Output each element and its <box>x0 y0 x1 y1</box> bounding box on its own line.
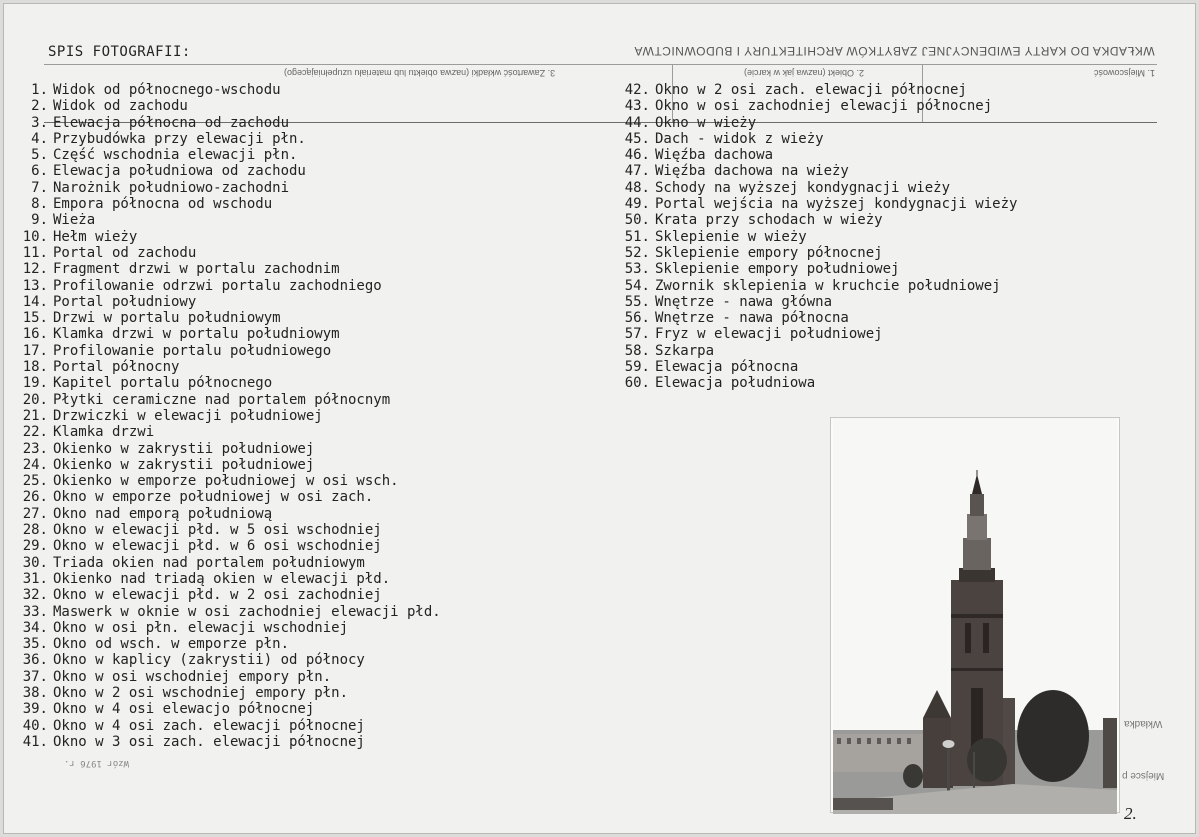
photo-item-description: Fragment drzwi w portalu zachodnim <box>53 261 340 278</box>
photo-item-description: Okno w 2 osi wschodniej empory płn. <box>53 684 349 701</box>
photo-item-description: Okno w osi płn. elewacji wschodniej <box>53 619 349 636</box>
photo-list-item <box>22 245 441 261</box>
photo-item-number: 17. <box>22 342 48 359</box>
photo-item-number: 37. <box>22 668 48 685</box>
photo-list-item <box>22 571 441 587</box>
photo-item-number: 36. <box>22 652 48 669</box>
photo-item-description: Empora północna od wschodu <box>53 196 273 213</box>
photo-list-item <box>22 82 441 98</box>
photo-list-item <box>616 294 1017 310</box>
photo-list-item <box>22 538 441 554</box>
photo-list-item <box>22 147 441 163</box>
photo-list-item <box>22 604 441 620</box>
photo-item-description: Wnętrze - nawa północna <box>655 310 849 327</box>
photo-item-description: Fryz w elewacji południowej <box>655 326 883 343</box>
photo-item-number: 27. <box>22 505 48 522</box>
photo-item-description: Triada okien nad portalem południowym <box>53 554 365 571</box>
photo-item-description: Sklepienie empory północnej <box>655 244 883 261</box>
photo-item-description: Elewacja północna <box>655 359 799 376</box>
photo-item-description: Płytki ceramiczne nad portalem północnym <box>53 391 391 408</box>
photo-item-description: Okno w elewacji płd. w 2 osi zachodniej <box>53 587 382 604</box>
photo-list-item <box>22 294 441 310</box>
photo-item-number: 14. <box>22 293 48 310</box>
photo-item-description: Elewacja północna od zachodu <box>53 114 290 131</box>
photo-item-description: Więźba dachowa <box>655 147 774 164</box>
photo-item-number: 43. <box>624 98 650 115</box>
photo-list-item <box>22 636 441 652</box>
photo-list-item <box>616 115 1017 131</box>
photo-item-number: 5. <box>31 147 48 164</box>
photo-item-description: Elewacja południowa <box>655 375 816 392</box>
photo-item-number: 22. <box>22 424 48 441</box>
photo-list-item <box>616 245 1017 261</box>
photo-item-number: 50. <box>624 212 650 229</box>
photo-list-item <box>616 326 1017 342</box>
photo-item-number: 8. <box>31 196 48 213</box>
photo-item-number: 12. <box>22 261 48 278</box>
photo-list-item <box>22 180 441 196</box>
photo-list-item <box>22 212 441 228</box>
photo-item-number: 19. <box>22 375 48 392</box>
photo-item-description: Więźba dachowa na wieży <box>655 163 849 180</box>
photo-item-number: 21. <box>22 407 48 424</box>
photo-list-item <box>22 441 441 457</box>
photo-list-item <box>22 701 441 717</box>
photo-list-item <box>22 326 441 342</box>
photo-item-description: Okno w elewacji płd. w 6 osi wschodniej <box>53 538 382 555</box>
photo-item-number: 49. <box>624 196 650 213</box>
photo-list-item <box>22 473 441 489</box>
photo-item-description: Elewacja południowa od zachodu <box>53 163 306 180</box>
photo-list-item <box>22 359 441 375</box>
photo-item-description: Okno w emporze południowej w osi zach. <box>53 489 374 506</box>
photo-item-description: Klamka drzwi w portalu południowym <box>53 326 340 343</box>
photo-item-number: 16. <box>22 326 48 343</box>
photo-item-description: Okienko nad triadą okien w elewacji płd. <box>53 570 391 587</box>
photo-item-number: 39. <box>22 701 48 718</box>
photo-item-description: Wnętrze - nawa główna <box>655 293 833 310</box>
photo-item-number: 32. <box>22 587 48 604</box>
photo-item-description: Portal od zachodu <box>53 244 197 261</box>
photo-item-description: Okno od wsch. w emporze płn. <box>53 636 290 653</box>
photo-item-number: 42. <box>624 82 650 98</box>
photo-item-description: Wieża <box>53 212 96 229</box>
photo-item-description: Kapitel portalu północnego <box>53 375 273 392</box>
photo-item-description: Okno w osi zachodniej elewacji północnej <box>655 98 993 115</box>
photo-item-description: Przybudówka przy elewacji płn. <box>53 130 306 147</box>
photo-list-item <box>616 359 1017 375</box>
photo-item-description: Sklepienie empory południowej <box>655 261 900 278</box>
field-label-place: 1. Miejscowość <box>1094 68 1156 78</box>
photo-list-item <box>22 163 441 179</box>
document-sheet <box>3 3 1196 834</box>
photo-list-item <box>616 375 1017 391</box>
photo-item-number: 6. <box>31 163 48 180</box>
photo-item-description: Okno nad emporą południową <box>53 505 273 522</box>
photo-list-item <box>22 424 441 440</box>
photo-item-number: 24. <box>22 456 48 473</box>
photo-item-description: Okno w kaplicy (zakrystii) od północy <box>53 652 365 669</box>
church-tower-photo <box>830 417 1120 813</box>
photo-list-item <box>616 229 1017 245</box>
photo-item-number: 31. <box>22 570 48 587</box>
photo-item-number: 44. <box>624 114 650 131</box>
photo-item-number: 41. <box>22 733 48 750</box>
photo-item-number: 1. <box>31 82 48 98</box>
photo-list-item <box>22 652 441 668</box>
photo-item-description: Profilowanie portalu południowego <box>53 342 332 359</box>
form-template-mark: Wzór 1976 r. <box>64 758 130 768</box>
photo-list-item <box>22 587 441 603</box>
photo-item-description: Widok od zachodu <box>53 98 188 115</box>
photo-item-description: Okno w osi wschodniej empory płn. <box>53 668 332 685</box>
photo-item-number: 18. <box>22 359 48 376</box>
field-label-object: 2. Obiekt (nazwa jak w karcie) <box>744 68 865 78</box>
photo-list-item <box>22 131 441 147</box>
photo-item-description: Narożnik południowo-zachodni <box>53 179 290 196</box>
photo-item-description: Część wschodnia elewacji płn. <box>53 147 298 164</box>
photo-item-description: Schody na wyższej kondygnacji wieży <box>655 179 951 196</box>
photo-list-item <box>22 310 441 326</box>
photo-item-number: 23. <box>22 440 48 457</box>
photo-list-item <box>616 98 1017 114</box>
photo-item-description: Okno w wieży <box>655 114 757 131</box>
photo-list-item <box>616 163 1017 179</box>
photo-item-number: 40. <box>22 717 48 734</box>
photo-list-item <box>616 82 1017 98</box>
photo-item-description: Okno w 2 osi zach. elewacji północnej <box>655 82 967 98</box>
photo-list-item <box>616 131 1017 147</box>
photo-item-description: Portal wejścia na wyższej kondygnacji wieży <box>655 196 1018 213</box>
photo-item-number: 53. <box>624 261 650 278</box>
photo-item-number: 13. <box>22 277 48 294</box>
photo-item-number: 54. <box>624 277 650 294</box>
photo-list-left <box>22 82 441 750</box>
photo-item-number: 29. <box>22 538 48 555</box>
photo-item-number: 10. <box>22 228 48 245</box>
photo-list-item <box>616 261 1017 277</box>
photo-list-item <box>22 392 441 408</box>
photo-item-description: Klamka drzwi <box>53 424 155 441</box>
photo-item-number: 7. <box>31 179 48 196</box>
photo-list-item <box>22 196 441 212</box>
photo-item-description: Okienko w zakrystii południowej <box>53 456 315 473</box>
photo-list-item <box>22 734 441 750</box>
side-label-place: Miejsce p <box>1122 770 1165 781</box>
photo-list-item <box>616 196 1017 212</box>
photo-item-description: Sklepienie w wieży <box>655 228 807 245</box>
photo-list-item <box>22 506 441 522</box>
photo-item-number: 33. <box>22 603 48 620</box>
photo-item-description: Okno w 4 osi elewacjo północnej <box>53 701 315 718</box>
photo-item-description: Okno w 4 osi zach. elewacji północnej <box>53 717 365 734</box>
photo-list-item <box>22 489 441 505</box>
photo-list-item <box>616 212 1017 228</box>
photo-item-number: 58. <box>624 342 650 359</box>
document-title: SPIS FOTOGRAFII: <box>48 44 191 60</box>
photo-list-item <box>616 278 1017 294</box>
photo-list-item <box>22 457 441 473</box>
photo-item-number: 48. <box>624 179 650 196</box>
photo-list-item <box>22 261 441 277</box>
photo-list-item <box>616 310 1017 326</box>
photo-item-number: 45. <box>624 130 650 147</box>
photo-list-item <box>22 229 441 245</box>
photo-item-number: 56. <box>624 310 650 327</box>
form-header: WKŁADKA DO KARTY EWIDENCYJNEJ ZABYTKÓW ARCHITEKTURY I BUDOWNICTWA <box>634 44 1155 58</box>
photo-item-description: Widok od północnego-wschodu <box>53 82 281 98</box>
photo-item-description: Krata przy schodach w wieży <box>655 212 883 229</box>
church-tower-image <box>833 418 1117 814</box>
photo-item-number: 9. <box>31 212 48 229</box>
photo-item-description: Okienko w zakrystii południowej <box>53 440 315 457</box>
header-rule <box>44 64 1157 65</box>
photo-item-number: 55. <box>624 293 650 310</box>
photo-item-number: 28. <box>22 522 48 539</box>
photo-list-item <box>22 343 441 359</box>
photo-item-description: Hełm wieży <box>53 228 138 245</box>
photo-item-description: Zwornik sklepienia w kruchcie południowej <box>655 277 1001 294</box>
photo-list-item <box>22 555 441 571</box>
photo-list-item <box>22 718 441 734</box>
photo-list-item <box>22 408 441 424</box>
photo-item-number: 15. <box>22 310 48 327</box>
photo-item-number: 60. <box>624 375 650 392</box>
photo-item-number: 46. <box>624 147 650 164</box>
side-label-insert: Wkładka <box>1124 718 1163 729</box>
photo-item-description: Okno w 3 osi zach. elewacji północnej <box>53 733 365 750</box>
photo-item-number: 11. <box>22 244 48 261</box>
photo-item-number: 52. <box>624 244 650 261</box>
photo-list-item <box>616 147 1017 163</box>
photo-item-description: Portal południowy <box>53 293 197 310</box>
photo-list-item <box>22 620 441 636</box>
photo-list-item <box>22 375 441 391</box>
photo-item-number: 2. <box>31 98 48 115</box>
photo-item-description: Portal północny <box>53 359 180 376</box>
photo-number: 2. <box>1124 804 1137 823</box>
photo-list-item <box>22 115 441 131</box>
photo-item-number: 26. <box>22 489 48 506</box>
photo-item-number: 3. <box>31 114 48 131</box>
photo-list-right <box>616 82 1017 392</box>
photo-item-description: Szkarpa <box>655 342 715 359</box>
photo-item-description: Drzwiczki w elewacji południowej <box>53 407 323 424</box>
photo-item-number: 47. <box>624 163 650 180</box>
photo-list-item <box>22 522 441 538</box>
photo-item-description: Okno w elewacji płd. w 5 osi wschodniej <box>53 522 382 539</box>
photo-item-description: Profilowanie odrzwi portalu zachodniego <box>53 277 382 294</box>
photo-item-description: Drzwi w portalu południowym <box>53 310 281 327</box>
photo-list-item <box>616 343 1017 359</box>
photo-item-number: 51. <box>624 228 650 245</box>
photo-item-number: 35. <box>22 636 48 653</box>
field-label-contents: 3. Zawartość wkładki (nazwa obiektu lub materiału uzupełniającego) <box>284 68 556 78</box>
photo-item-number: 57. <box>624 326 650 343</box>
photo-item-number: 20. <box>22 391 48 408</box>
photo-item-description: Dach - widok z wieży <box>655 130 824 147</box>
photo-list-item <box>22 685 441 701</box>
photo-item-number: 4. <box>31 130 48 147</box>
photo-list-item <box>22 669 441 685</box>
photo-list-item <box>22 278 441 294</box>
photo-item-description: Okienko w emporze południowej w osi wsch. <box>53 473 399 490</box>
photo-list-item <box>22 98 441 114</box>
photo-item-description: Maswerk w oknie w osi zachodniej elewacji płd. <box>53 603 441 620</box>
photo-list-item <box>616 180 1017 196</box>
photo-item-number: 59. <box>624 359 650 376</box>
photo-item-number: 38. <box>22 684 48 701</box>
photo-item-number: 25. <box>22 473 48 490</box>
photo-item-number: 30. <box>22 554 48 571</box>
photo-item-number: 34. <box>22 619 48 636</box>
